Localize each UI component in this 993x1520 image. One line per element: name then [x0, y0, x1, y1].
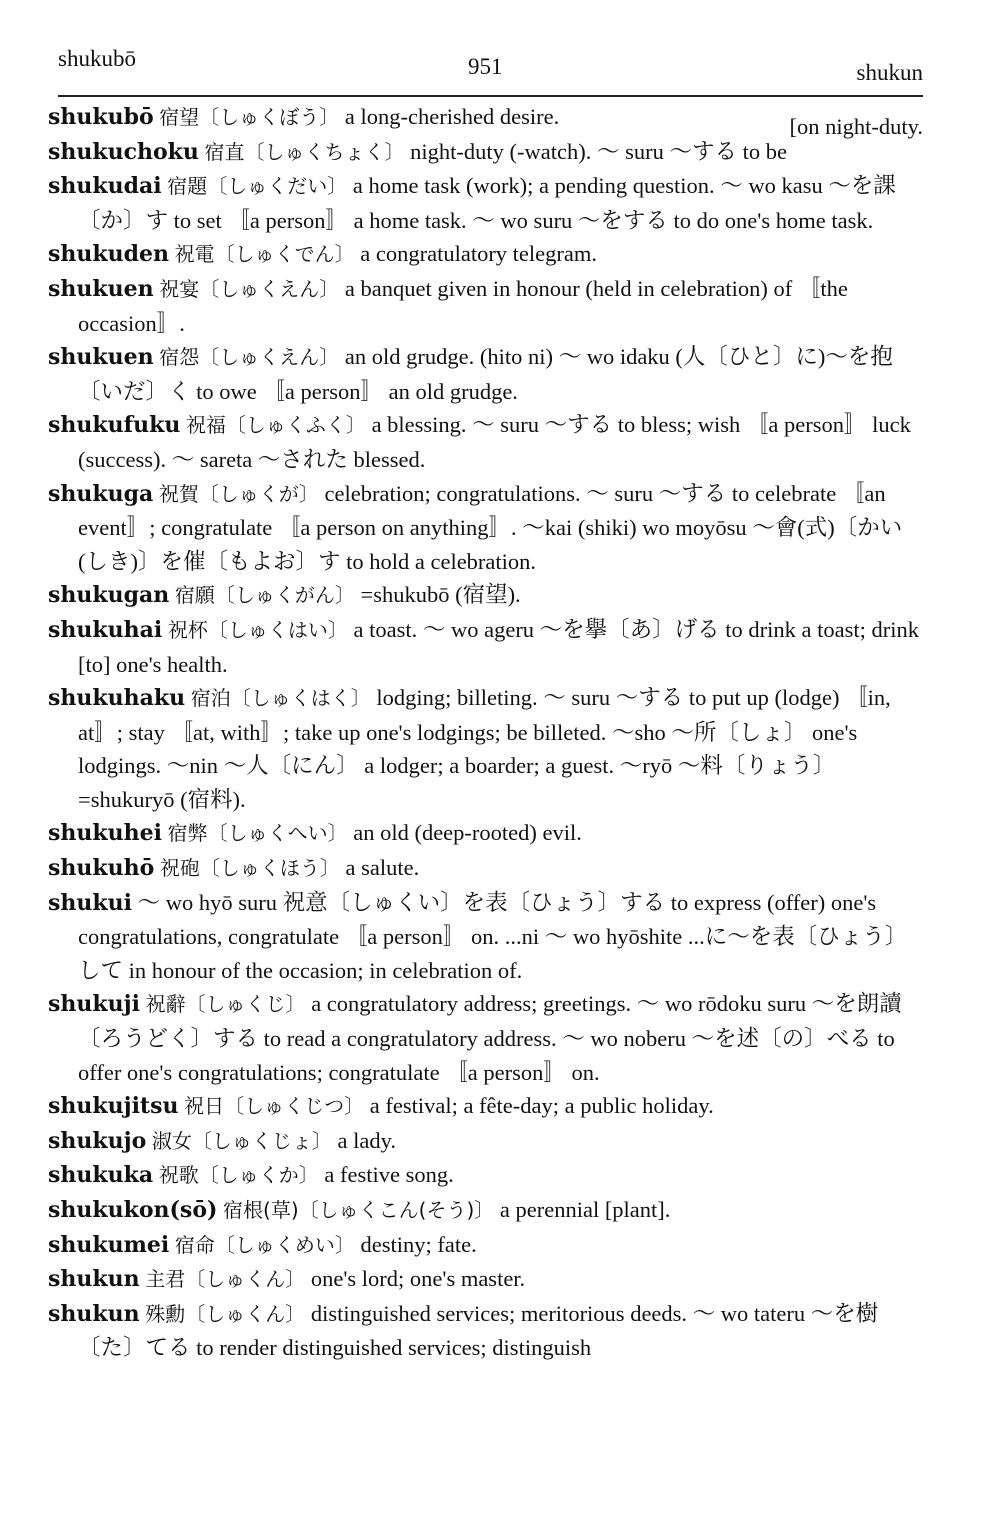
- definition: an old grudge. (hito ni) ～ wo idaku (人〔ひと〕に)～を抱〔いだ〕く to owe 〚a person〛 an old grudge.: [78, 344, 893, 404]
- entry: [48, 613, 924, 681]
- entry: [48, 1262, 924, 1297]
- definition: destiny; fate.: [360, 1231, 477, 1257]
- kanji: 宿望〔しゅくぼう〕: [159, 105, 340, 129]
- entry: [48, 1228, 924, 1263]
- headword: shukuen: [48, 344, 154, 371]
- kanji: 宿泊〔しゅくはく〕: [190, 686, 371, 711]
- kanji: 宿命〔しゅくめい〕: [174, 1232, 355, 1257]
- headword: shukubō: [48, 104, 154, 130]
- definition: a long-cherished desire.: [344, 104, 560, 129]
- definition: =shukubō (宿望).: [360, 582, 521, 608]
- definition: a salute.: [345, 855, 420, 881]
- headword: shukujitsu: [48, 1093, 179, 1120]
- entry: [48, 578, 924, 613]
- kanji: 祝砲〔しゅくほう〕: [159, 856, 340, 881]
- headword: shukuji: [48, 991, 140, 1018]
- headword: shukuga: [48, 480, 154, 507]
- headword: shukumei: [48, 1231, 170, 1258]
- headword: shukudai: [48, 173, 162, 200]
- running-head-left: shukubō: [58, 46, 136, 71]
- kanji: 宿直〔しゅくちょく〕: [204, 139, 405, 164]
- kanji: 祝賀〔しゅくが〕: [158, 481, 319, 506]
- definition: night-duty (-watch). ～ suru ～する to be: [410, 138, 787, 164]
- definition: celebration; congratulations. ～ suru ～する to celebrate 〚an event〛; congratulate 〚a person on anything〛. ～kai (shiki) wo moyōsu ～會(式)〔かい(しき)〕を催〔もよお〕す to hold a celebration.: [78, 480, 903, 574]
- entry: [48, 237, 924, 272]
- headword: shukuchoku: [48, 138, 199, 165]
- entry: [48, 1158, 924, 1193]
- page-number: 951: [468, 54, 503, 79]
- kanji: 殊勳〔しゅくん〕: [145, 1301, 306, 1326]
- kanji: 宿怨〔しゅくえん〕: [159, 345, 340, 370]
- entry: [48, 886, 924, 988]
- kanji: 祝杯〔しゅくはい〕: [167, 617, 348, 642]
- headword: shukuen: [48, 275, 154, 302]
- kanji: 祝宴〔しゅくえん〕: [159, 276, 340, 301]
- definition: a toast. ～ wo ageru ～を擧〔あ〕げる to drink a toast; drink [to] one's health.: [78, 616, 920, 677]
- entry: [48, 135, 924, 170]
- headword: shukuhei: [48, 820, 162, 847]
- definition: an old (deep-rooted) evil.: [353, 820, 582, 846]
- entry: [48, 851, 924, 886]
- kanji: 宿願〔しゅくがん〕: [174, 583, 355, 608]
- kanji: 宿根(草)〔しゅくこん(そう)〕: [223, 1198, 495, 1222]
- definition: ～ wo hyō suru 祝意〔しゅくい〕を表〔ひょう〕する to express (offer) one's congratulations, congratulate 〚a person〛 on. ...ni ～ wo hyōshite ...に～を表〔ひょう〕して in honour of the occasion; in celebration of.: [78, 889, 908, 983]
- headword: shukun: [48, 1266, 140, 1293]
- entry: [48, 340, 924, 408]
- entry: [48, 1193, 924, 1228]
- definition: lodging; billeting. ～ suru ～する to put up (lodge) 〚in, at〛; stay 〚at, with〛; take up one's lodgings; be billeted. ～sho ～所〔しょ〕 one's lodgings. ～nin ～人〔にん〕 a lodger; a boarder; a guest. ～ryō ～料〔りょう〕 =shukuryō (宿料).: [78, 685, 891, 812]
- kanji: 祝福〔しゅくふく〕: [185, 413, 366, 438]
- kanji: 祝歌〔しゅくか〕: [158, 1163, 319, 1188]
- definition: a banquet given in honour (held in celebration) of 〚the occasion〛.: [78, 275, 848, 336]
- entry: [48, 100, 924, 135]
- entry: [48, 408, 924, 476]
- running-head-right: shukun: [856, 60, 923, 85]
- definition: one's lord; one's master.: [310, 1266, 526, 1292]
- entry: [48, 1124, 924, 1159]
- entry: [48, 1297, 924, 1365]
- headword: shukui: [48, 889, 132, 916]
- carryover-note: [on night-duty.: [789, 114, 923, 139]
- entry: [48, 816, 924, 851]
- entry: [48, 169, 924, 237]
- kanji: 祝電〔しゅくでん〕: [174, 242, 355, 267]
- header-rule: [58, 95, 923, 97]
- headword: shukuhaku: [48, 685, 186, 712]
- headword: shukun: [48, 1300, 140, 1327]
- headword: shukukon(sō): [48, 1197, 218, 1223]
- headword: shukufuku: [48, 412, 181, 439]
- definition: a lady.: [337, 1127, 397, 1153]
- definition: a home task (work); a pending question. ～ wo kasu ～を課〔か〕す to set 〚a person〛 a home task. ～ wo suru ～をする to do one's home task.: [78, 173, 896, 233]
- headword: shukuka: [48, 1162, 154, 1189]
- entry: [48, 272, 924, 340]
- definition: a festive song.: [324, 1162, 454, 1188]
- kanji: 祝辭〔しゅくじ〕: [145, 992, 306, 1017]
- kanji: 宿題〔しゅくだい〕: [167, 174, 348, 199]
- kanji: 淑女〔しゅくじょ〕: [151, 1128, 332, 1153]
- entry: [48, 681, 924, 816]
- entry-list: [48, 100, 924, 1365]
- headword: shukujo: [48, 1127, 147, 1154]
- definition: a blessing. ～ suru ～する to bless; wish 〚a person〛 luck (success). ～ sareta ～された blessed.: [78, 412, 911, 472]
- kanji: 祝日〔しゅくじつ〕: [184, 1094, 365, 1119]
- definition: distinguished services; meritorious deeds. ～ wo tateru ～を樹〔た〕てる to render distinguished services; distinguish: [78, 1300, 879, 1361]
- definition: a congratulatory address; greetings. ～ wo rōdoku suru ～を朗讀〔ろうどく〕する to read a congratulatory address. ～ wo noberu ～を述〔の〕べる to offer one's congratulations; congratulate 〚a person〛 on.: [78, 991, 902, 1085]
- headword: shukuhai: [48, 616, 163, 643]
- kanji: 主君〔しゅくん〕: [145, 1267, 306, 1292]
- definition: a congratulatory telegram.: [360, 241, 598, 267]
- definition: a perennial [plant].: [499, 1197, 671, 1222]
- running-head: [58, 42, 923, 88]
- entry: [48, 987, 924, 1089]
- entry: [48, 477, 924, 579]
- kanji: 宿弊〔しゅくへい〕: [167, 821, 348, 846]
- entry: [48, 1089, 924, 1124]
- headword: shukuhō: [48, 855, 155, 882]
- headword: shukugan: [48, 582, 170, 609]
- definition: a festival; a fête-day; a public holiday.: [369, 1093, 714, 1119]
- headword: shukuden: [48, 241, 169, 268]
